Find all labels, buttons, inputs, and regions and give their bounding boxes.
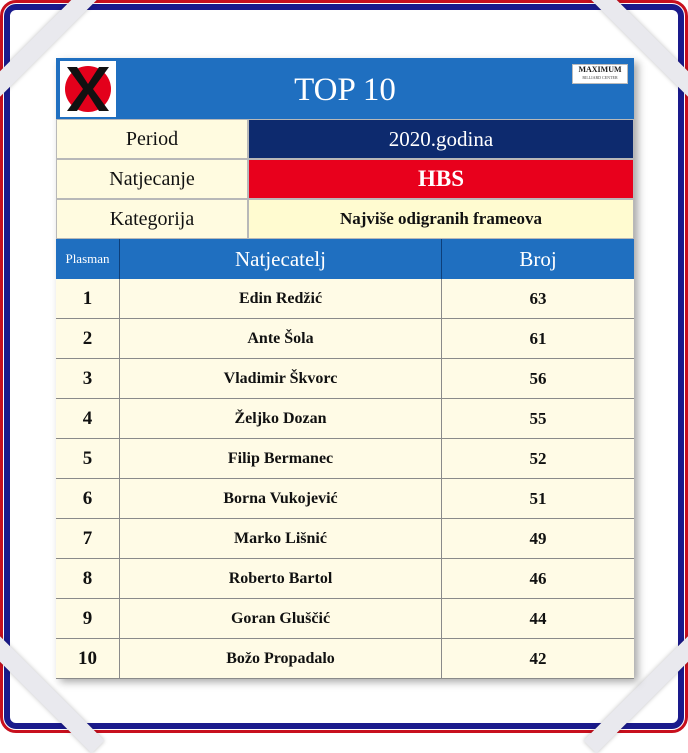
count-cell: 55 <box>442 399 634 439</box>
period-label: Period <box>56 119 248 159</box>
column-header-count: Broj <box>442 239 634 279</box>
competition-value: HBS <box>248 159 634 199</box>
category-value: Najviše odigranih frameova <box>248 199 634 239</box>
count-cell: 46 <box>442 559 634 599</box>
count-cell: 61 <box>442 319 634 359</box>
count-cell: 42 <box>442 639 634 679</box>
category-label: Kategorija <box>56 199 248 239</box>
rank-cell: 5 <box>56 439 120 479</box>
competition-label: Natjecanje <box>56 159 248 199</box>
player-cell: Ante Šola <box>120 319 442 359</box>
sponsor-logo: MAXIMUM BILLIARD CENTER <box>572 64 628 84</box>
count-cell: 56 <box>442 359 634 399</box>
rank-cell: 8 <box>56 559 120 599</box>
table-row <box>56 439 634 479</box>
rank-cell: 2 <box>56 319 120 359</box>
page-title: TOP 10 <box>294 72 396 108</box>
rank-cell: 7 <box>56 519 120 559</box>
count-cell: 52 <box>442 439 634 479</box>
table-row <box>56 319 634 359</box>
rank-cell: 9 <box>56 599 120 639</box>
player-cell: Goran Gluščić <box>120 599 442 639</box>
ranking-card <box>56 58 634 678</box>
count-cell: 63 <box>442 279 634 319</box>
table-row <box>56 559 634 599</box>
competition-row <box>56 159 634 199</box>
rank-cell: 1 <box>56 279 120 319</box>
column-header-rank: Plasman <box>56 239 120 279</box>
table-row <box>56 639 634 679</box>
count-cell: 49 <box>442 519 634 559</box>
player-cell: Filip Bermanec <box>120 439 442 479</box>
period-value: 2020.godina <box>248 119 634 159</box>
count-cell: 44 <box>442 599 634 639</box>
rank-cell: 3 <box>56 359 120 399</box>
player-cell: Božo Propadalo <box>120 639 442 679</box>
player-cell: Željko Dozan <box>120 399 442 439</box>
count-cell: 51 <box>442 479 634 519</box>
rank-cell: 10 <box>56 639 120 679</box>
player-cell: Roberto Bartol <box>120 559 442 599</box>
rank-cell: 6 <box>56 479 120 519</box>
player-cell: Borna Vukojević <box>120 479 442 519</box>
rank-cell: 4 <box>56 399 120 439</box>
table-row <box>56 599 634 639</box>
player-cell: Marko Lišnić <box>120 519 442 559</box>
card-header <box>56 58 634 119</box>
category-row <box>56 199 634 239</box>
column-header-player: Natjecatelj <box>120 239 442 279</box>
player-cell: Vladimir Škvorc <box>120 359 442 399</box>
table-row <box>56 279 634 319</box>
table-row <box>56 479 634 519</box>
table-row <box>56 519 634 559</box>
table-row <box>56 359 634 399</box>
period-row <box>56 119 634 159</box>
player-cell: Edin Redžić <box>120 279 442 319</box>
table-header <box>56 239 634 279</box>
table-row <box>56 399 634 439</box>
